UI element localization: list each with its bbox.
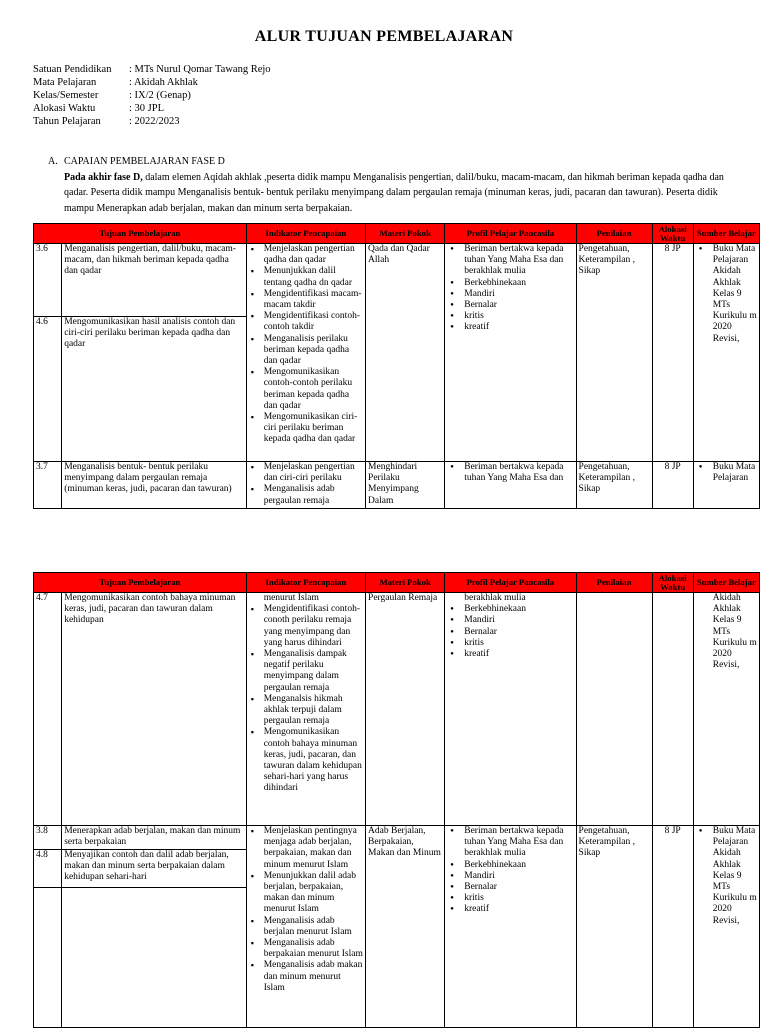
header-tujuan: Tujuan Pembelajaran: [34, 224, 247, 244]
materi-cell: Pergaulan Remaja: [366, 593, 445, 826]
indikator-list: [249, 462, 363, 507]
indikator-continued: menurut Islam: [263, 593, 319, 603]
list-item: ● kritis: [464, 311, 573, 322]
alokasi-cell: [652, 593, 693, 826]
header-indikator: Indikator Pencapaian: [246, 224, 365, 244]
meta-row: [33, 63, 271, 76]
list-item: ● Buku Mata Pelajaran: [713, 462, 757, 484]
header-alokasi: Alokasi Waktu: [652, 573, 693, 593]
list-item: ● kreatif: [464, 649, 573, 660]
tp-text-empty: [62, 888, 246, 1028]
list-item: ▪ Menganalsis hikmah akhlak terpuji dalam pergaulan remaja: [264, 694, 363, 728]
table-header-row: [34, 224, 760, 244]
sumber-list: [696, 244, 757, 345]
meta-key: Mata Pelajaran: [33, 77, 97, 88]
header-penilaian: Penilaian: [576, 224, 652, 244]
indikator-list: [249, 826, 363, 994]
table-row: [34, 462, 760, 509]
list-item: ▪ Menunjukkan dalil adab berjalan, berpakaian, makan dan minum menurut Islam: [264, 871, 363, 916]
list-item: ▪ Menjelaskan pengertian dan ciri-ciri perilaku: [264, 462, 363, 484]
list-item: ● kritis: [464, 893, 573, 904]
list-item: ● Berkebhinekaan: [464, 278, 573, 289]
list-item: ▪ Menganalisis adab berpakaian menurut Islam: [264, 938, 363, 960]
penilaian-cell: Pengetahuan, Keterampilan , Sikap: [576, 244, 652, 462]
header-profil: Profil Pelajar Pancasila: [445, 224, 576, 244]
meta-key: Kelas/Semester: [33, 90, 99, 101]
indikator-cell: [246, 244, 365, 462]
profil-list: [447, 244, 573, 334]
tp-code: 3.8: [34, 826, 62, 850]
table-row: [34, 593, 760, 826]
sumber-cell: [693, 462, 759, 509]
header-profil: Profil Pelajar Pancasila: [445, 573, 576, 593]
list-item: ▪ Menganalisis adab pergaulan remaja: [264, 484, 363, 506]
list-item: ● Buku Mata Pelajaran Akidah Akhlak Kelas 9 MTs Kurikulu m 2020 Revisi,: [713, 244, 757, 345]
table-row: [34, 826, 760, 850]
meta-value: : Akidah Akhlak: [129, 77, 198, 88]
indikator-list: [249, 244, 363, 446]
profil-cell: [445, 593, 576, 826]
sumber-cell: [693, 244, 759, 462]
tp-code-empty: [34, 888, 62, 1028]
meta-value: : 2022/2023: [129, 116, 180, 127]
tp-code: 4.8: [34, 850, 62, 888]
header-indikator: Indikator Pencapaian: [246, 573, 365, 593]
list-item: ● Berkebhinekaan: [464, 860, 573, 871]
list-item: ● Bernalar: [464, 627, 573, 638]
list-item: ▪ Menganalisis adab berjalan menurut Islam: [264, 916, 363, 938]
tp-text: Menerapkan adab berjalan, makan dan minum serta berpakaian: [62, 826, 246, 850]
profil-cell: [445, 826, 576, 1028]
indikator-cell: [246, 826, 365, 1028]
tp-code: 3.7: [34, 462, 62, 509]
penilaian-cell: Pengetahuan, Keterampilan , Sikap: [576, 826, 652, 1028]
learning-table-2: [33, 572, 760, 1028]
meta-key: Tahun Pelajaran: [33, 116, 101, 127]
section-heading: [48, 154, 738, 170]
tp-text: Menganalisis bentuk- bentuk perilaku menyimpang dalam pergaulan remaja (minuman keras, judi, pacaran dan tawuran): [62, 462, 246, 509]
header-alokasi: Alokasi Waktu: [652, 224, 693, 244]
meta-row: [33, 115, 271, 128]
materi-cell: Qada dan Qadar Allah: [366, 244, 445, 462]
capaian-section: [48, 154, 738, 216]
meta-row: [33, 76, 271, 89]
list-item: ▪ Mengomunikasikan contoh bahaya minuman keras, judi, pacaran, dan tawuran dalam kehidupan sehari-hari yang harus dihindari: [264, 727, 363, 794]
list-item: ● Mandiri: [464, 289, 573, 300]
list-item: ▪ Menganalisis perilaku beriman kepada qadha dan qadar: [264, 334, 363, 368]
profil-list: [447, 462, 573, 484]
header-materi: Materi Pokok: [366, 573, 445, 593]
table-row: [34, 244, 760, 317]
tp-text: Mengomunikasikan hasil analisis contoh dan ciri-ciri perilaku beriman kepada qadha dan qadar: [62, 317, 246, 462]
alokasi-cell: 8 JP: [652, 244, 693, 462]
sumber-cell: [693, 826, 759, 1028]
tp-code: 3.6: [34, 244, 62, 317]
header-tujuan: Tujuan Pembelajaran: [34, 573, 247, 593]
list-item: ● kreatif: [464, 904, 573, 915]
list-item: ▪ Mengidentifikasi contoh-contoh takdir: [264, 311, 363, 333]
paragraph-text: dalam elemen Aqidah akhlak ,peserta didik mampu Menganalisis pengertian, dalil/buku, macam-macam, dan hikmah beriman kepada qadha dan qadar. Peserta didik mampu Menganalisis bentuk- bentuk perilaku menyimpang dalam pergaulan remaja (minuman keras, judi, pacaran dan tawuran). Peserta didik mampu Menerapkan adab berjalan, makan dan minum serta berpakaian.: [64, 171, 724, 214]
learning-table-1: [33, 223, 760, 509]
sumber-list: [696, 462, 757, 484]
list-item: ● Beriman bertakwa kepada tuhan Yang Maha Esa dan berakhlak mulia: [464, 244, 573, 278]
list-item: ● Buku Mata Pelajaran Akidah Akhlak Kelas 9 MTs Kurikulu m 2020 Revisi,: [713, 826, 757, 927]
penilaian-cell: Pengetahuan, Keterampilan , Sikap: [576, 462, 652, 509]
meta-row: [33, 102, 271, 115]
tp-code: 4.6: [34, 317, 62, 462]
list-item: ● Mandiri: [464, 871, 573, 882]
penilaian-cell: [576, 593, 652, 826]
profil-list: [447, 604, 573, 660]
meta-key: Alokasi Waktu: [33, 103, 96, 114]
list-item: ● Beriman bertakwa kepada tuhan Yang Maha Esa dan berakhlak mulia: [464, 826, 573, 860]
list-item: ● Berkebhinekaan: [464, 604, 573, 615]
indikator-cell: [246, 593, 365, 826]
meta-value: : IX/2 (Genap): [129, 90, 191, 101]
header-materi: Materi Pokok: [366, 224, 445, 244]
indikator-list: [249, 604, 363, 794]
materi-cell: Menghindari Perilaku Menyimpang Dalam: [366, 462, 445, 509]
meta-value: : MTs Nurul Qomar Tawang Rejo: [129, 64, 271, 75]
list-item: ● Bernalar: [464, 300, 573, 311]
meta-block: [33, 63, 271, 128]
list-item: ● Beriman bertakwa kepada tuhan Yang Maha Esa dan: [464, 462, 573, 484]
list-item: ● kritis: [464, 638, 573, 649]
profil-list: [447, 826, 573, 916]
alokasi-cell: 8 JP: [652, 462, 693, 509]
list-item: ▪ Menjelaskan pentingnya menjaga adab berjalan, berpakaian, makan dan minum menurut Islam: [264, 826, 363, 871]
profil-cell: [445, 244, 576, 462]
table-header-row: [34, 573, 760, 593]
profil-cell: [445, 462, 576, 509]
paragraph-bold-lead: Pada akhir fase D,: [64, 171, 143, 183]
tp-text: Menganalisis pengertian, dalil/buku, macam-macam, dan hikmah beriman kepada qadha dan qadar: [62, 244, 246, 317]
list-item: ▪ Menganalisis dampak negatif perilaku menyimpang dalam pergaulan remaja: [264, 649, 363, 694]
section-letter: A.: [48, 156, 58, 167]
list-item: ▪ Mengomunikasikan ciri-ciri perilaku beriman kepada qadha dan qadar: [264, 412, 363, 446]
list-item: ▪ Menjelaskan pengertian qadha dan qadar: [264, 244, 363, 266]
list-item: ▪ Mengomunikasikan contoh-contoh perilaku beriman kepada qadha dan qadar: [264, 367, 363, 412]
section-paragraph: [64, 170, 738, 217]
header-sumber: Sumber Belajar: [693, 224, 759, 244]
tp-text: Menyajikan contoh dan dalil adab berjalan, makan dan minum serta berpakaian dalam kehidupan sehari-hari: [62, 850, 246, 888]
list-item: ▪ Mengidentifikasi contoh-conoth perilaku remaja yang menyimpang dan yang harus dihindari: [264, 604, 363, 649]
meta-row: [33, 89, 271, 102]
sumber-cell: [693, 593, 759, 826]
list-item: ▪ Mengidentifikasi macam-macam takdir: [264, 289, 363, 311]
section-title: CAPAIAN PEMBELAJARAN FASE D: [64, 156, 225, 167]
alokasi-cell: 8 JP: [652, 826, 693, 1028]
profil-continued: berakhlak mulia: [464, 593, 526, 603]
list-item: ▪ Menunjukkan dalil tentang qadha dn qadar: [264, 266, 363, 288]
tp-text: Mengomunikasikan contoh bahaya minuman keras, judi, pacaran dan tawuran dalam kehidupan: [62, 593, 246, 826]
document-title: ALUR TUJUAN PEMBELAJARAN: [254, 28, 514, 45]
list-item: ● Mandiri: [464, 615, 573, 626]
list-item: ▪ Menganalisis adab makan dan minum menurut Islam: [264, 960, 363, 994]
tp-code: 4.7: [34, 593, 62, 826]
indikator-cell: [246, 462, 365, 509]
list-item: ● kreatif: [464, 322, 573, 333]
header-penilaian: Penilaian: [576, 573, 652, 593]
sumber-list: [696, 826, 757, 927]
list-item: ● Bernalar: [464, 882, 573, 893]
meta-value: : 30 JPL: [129, 103, 165, 114]
materi-cell: Adab Berjalan, Berpakaian, Makan dan Minum: [366, 826, 445, 1028]
meta-key: Satuan Pendidikan: [33, 64, 112, 75]
header-sumber: Sumber Belajar: [693, 573, 759, 593]
sumber-continued: Akidah Akhlak Kelas 9 MTs Kurikulu m 2020 Revisi,: [712, 593, 757, 671]
